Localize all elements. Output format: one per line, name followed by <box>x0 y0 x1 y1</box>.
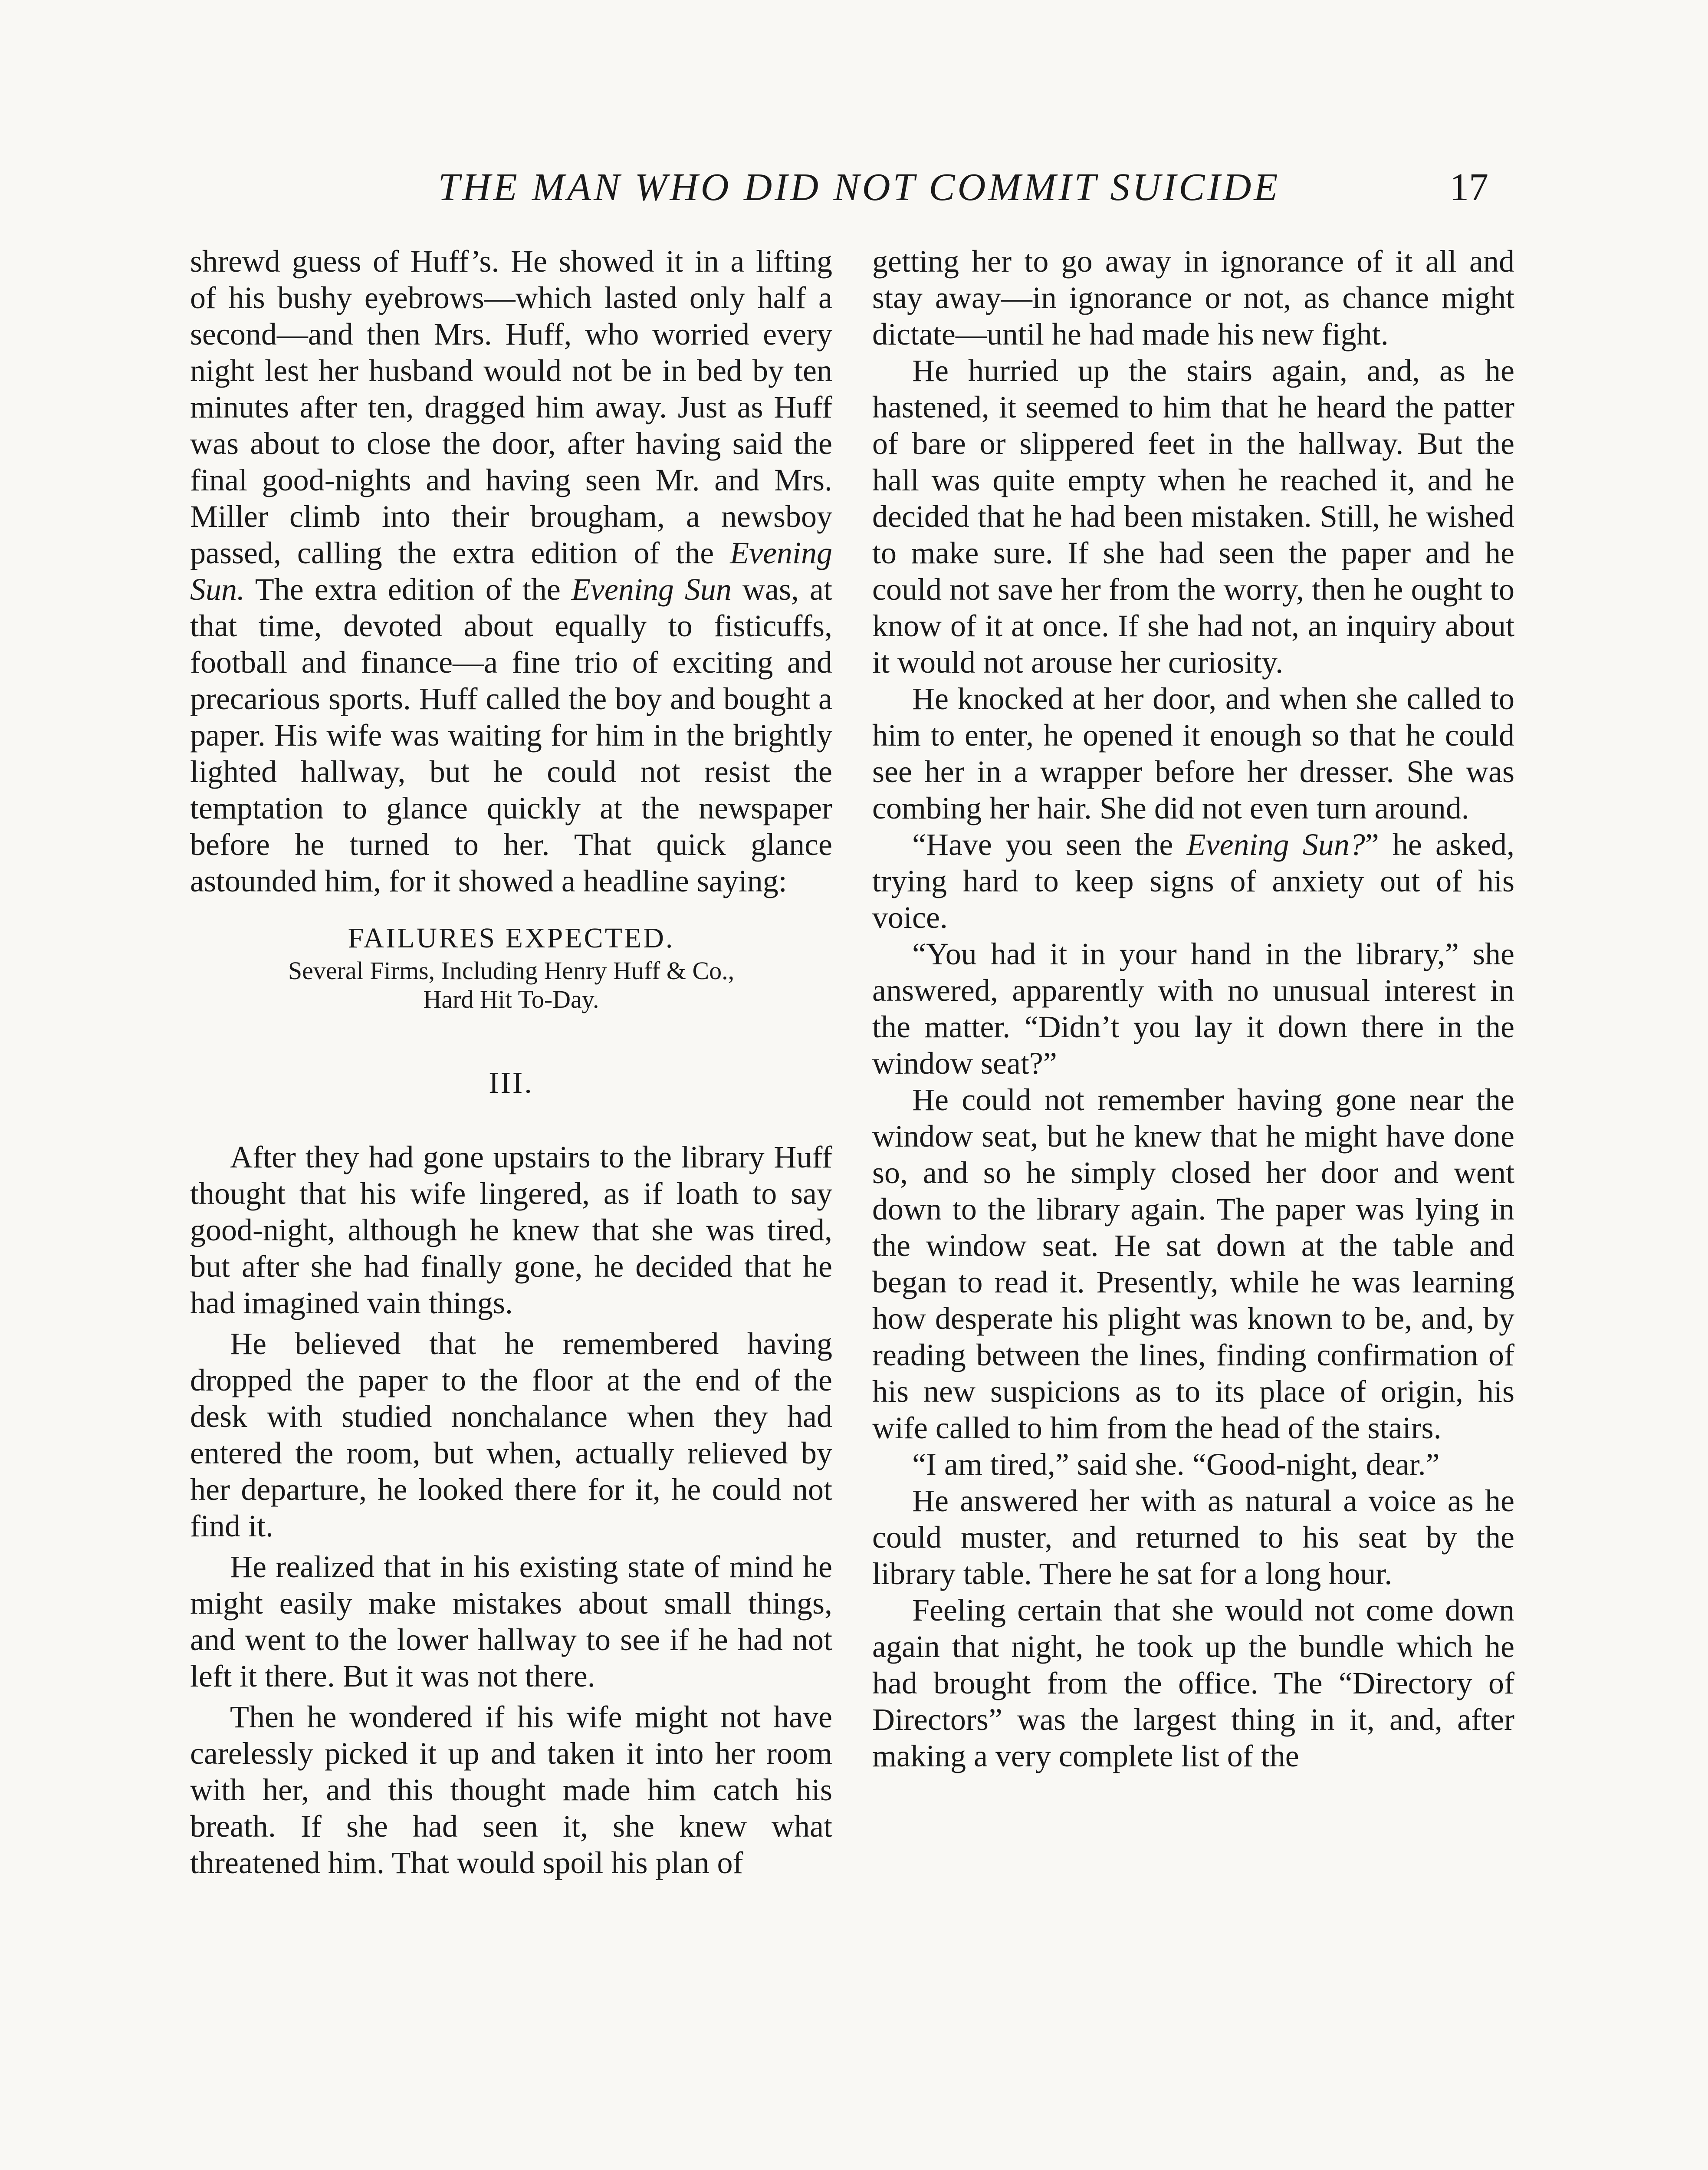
paragraph-text: The extra edition of the <box>245 572 572 607</box>
paragraph-text: ” he asked, trying hard to keep signs of anxiety out of his voice. <box>872 827 1514 935</box>
paragraph: After they had gone upstairs to the library Huff thought that his wife lingered, as if loath to say good-night, although he knew that she was tired, but after she had finally gone, he decided that he had imagined vain things. <box>190 1140 832 1320</box>
paragraph: He believed that he remembered having dropped the paper to the floor at the end of the desk with studied nonchalance when they had entered the room, but when, actually relieved by her departure, he looked there for it, he could not find it. <box>190 1326 832 1543</box>
paragraph: He knocked at her door, and when she called to him to enter, he opened it enough so that he could see her in a wrapper before her dresser. She was combing her hair. She did not even turn around. <box>872 681 1514 825</box>
paragraph-text: was, at that time, devoted about equally to fisticuffs, football and finance—a fine trio of exciting and precarious sports. Huff called the boy and bought a paper. His wife was waiting for him in the brightly lighted hallway, but he could not resist the temptation to glance quickly at the newspaper before he turned to her. That quick glance astounded him, for it showed a headline saying: <box>190 572 832 898</box>
running-header <box>0 161 1708 214</box>
newspaper-title: Evening Sun. <box>190 536 832 607</box>
paragraph: “You had it in your hand in the library,” she answered, apparently with no unusual interest in the matter. “Didn’t you lay it down there in the window seat?” <box>872 937 1514 1081</box>
paragraph: He answered her with as natural a voice as he could muster, and returned to his seat by the library table. There he sat for a long hour. <box>872 1483 1514 1591</box>
paragraph: Then he wondered if his wife might not have carelessly picked it up and taken it into her room with her, and this thought made him catch his breath. If she had seen it, she knew what threatened him. That would spoil his plan of <box>190 1700 832 1880</box>
paragraph: getting her to go away in ignorance of it all and stay away—in ignorance or not, as chance might dictate—until he had made his new fight. <box>872 244 1514 352</box>
paragraph <box>190 243 832 899</box>
paragraph <box>872 826 1514 936</box>
running-title: THE MAN WHO DID NOT COMMIT SUICIDE <box>438 166 1281 209</box>
right-column <box>872 243 1514 1774</box>
left-column <box>190 243 832 1881</box>
paragraph-text: “Have you seen the <box>912 827 1187 862</box>
paragraph: Feeling certain that she would not come down again that night, he took up the bundle which he had brought from the office. The “Directory of Directors” was the largest thing in it, and, after making a very complete list of the <box>872 1593 1514 1773</box>
quoted-headline <box>190 920 832 1014</box>
headline-deck-line: Hard Hit To-Day. <box>423 985 599 1013</box>
paragraph: He realized that in his existing state of mind he might easily make mistakes about small things, and went to the lower hallway to see if he had not left it there. But it was not there. <box>190 1549 832 1693</box>
paragraph: He hurried up the stairs again, and, as he hastened, it seemed to him that he heard the patter of bare or slippered feet in the hallway. But the hall was quite empty when he reached it, and he decided that he had been mistaken. Still, he wished to make sure. If she had seen the paper and he could not save her from the worry, then he ought to know of it at once. If she had not, an inquiry about it would not arouse her curiosity. <box>872 353 1514 680</box>
paragraph: He could not remember having gone near the window seat, but he knew that he might have done so, and so he simply closed her door and went down to the library again. The paper was lying in the window seat. He sat down at the table and began to read it. Presently, while he was learning how desperate his plight was known to be, and, by reading between the lines, finding confirmation of his new suspicions as to its place of origin, his wife called to him from the head of the stairs. <box>872 1082 1514 1445</box>
headline-deck-line: Several Firms, Including Henry Huff & Co., <box>288 957 735 985</box>
headline-text: FAILURES EXPECTED. <box>348 922 675 954</box>
section-number: III. <box>489 1066 534 1100</box>
page-number: 17 <box>1449 166 1488 209</box>
paragraph-text: shrewd guess of Huff’s. He showed it in a lifting of his bushy eyebrows—which lasted only half a second—and then Mrs. Huff, who worried every night lest her husband would not be in bed by ten minutes after ten, dragged him away. Just as Huff was about to close the door, after having said the final good-nights and having seen Mr. and Mrs. Miller climb into their brougham, a newsboy passed, calling the extra edition of the <box>190 244 832 570</box>
newspaper-title: Evening Sun <box>571 572 732 607</box>
newspaper-title: Evening Sun? <box>1186 827 1365 862</box>
paragraph: “I am tired,” said she. “Good-night, dear.” <box>912 1447 1440 1482</box>
